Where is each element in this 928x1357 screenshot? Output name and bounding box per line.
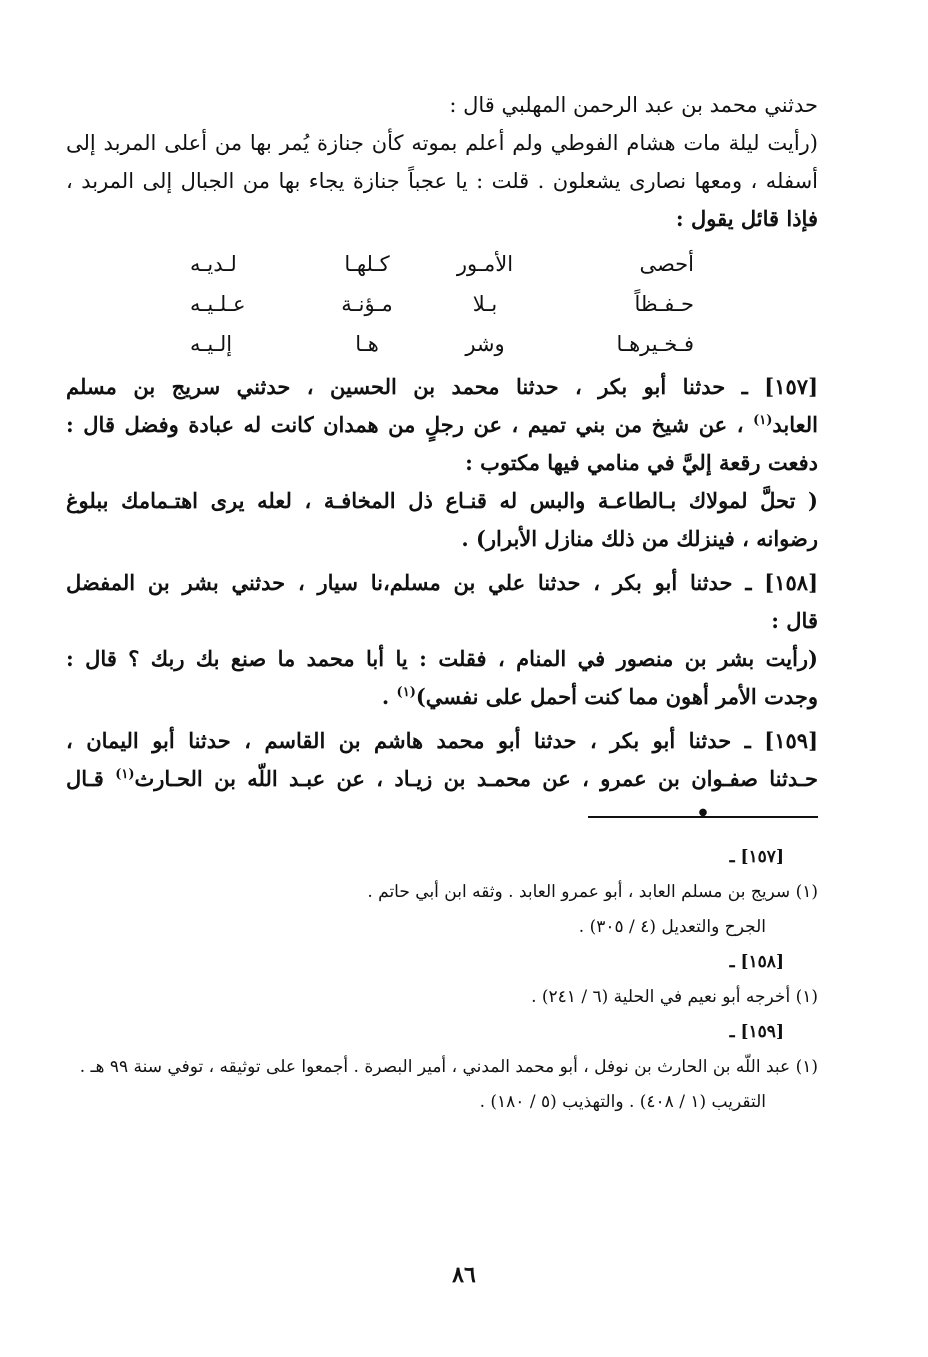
body-line: (رأيت ليلة مات هشام الفوطي ولم أعلم بموته كأن جنازة يُمر بها من أعلى المربد إلى <box>66 131 818 155</box>
footnote-text: (١) سريج بن مسلم العابد ، أبو عمرو العابد . وثقه ابن أبي حاتم . <box>367 882 818 902</box>
hadith-158-text <box>66 678 818 716</box>
page-body <box>66 86 818 1357</box>
poem-word: لـديـه <box>190 252 237 276</box>
poem-word: وشر <box>465 332 505 356</box>
hadith-158-text: قال : <box>771 608 818 633</box>
hadith-157-text: دفعت رقعة إليَّ في منامي فيها مكتوب : <box>465 450 818 475</box>
footnote-text: الجرح والتعديل (٤ / ٣٠٥) . <box>578 917 766 937</box>
hadith-158-heading: [١٥٨] ـ حدثنا أبو بكر ، حدثنا علي بن مسلم،نا سيار ، حدثني بشر بن المفضل <box>66 570 818 595</box>
footnote-ref: [١٥٩] ـ <box>729 1022 784 1042</box>
footnote-ref: [١٥٨] ـ <box>729 952 784 972</box>
poem <box>66 244 818 364</box>
footnote-marker: (١) <box>115 767 135 782</box>
hadith-158-text: (رأيت بشر بن منصور في المنام ، فقلت : يا أبا محمد ما صنع بك ربك ؟ قال : <box>66 646 818 671</box>
chain-end: قـال <box>66 766 116 791</box>
poem-verse <box>66 324 818 364</box>
body-line: حدثني محمد بن عبد الرحمن المهلبي قال : <box>449 93 818 117</box>
quote-end: . <box>381 684 397 709</box>
hadith-157-text: رضوانه ، فينزلك من ذلك منازل الأبرار) . <box>461 526 818 551</box>
poem-word: إلـيـه <box>190 332 233 356</box>
hadith-159-heading: [١٥٩] ـ حدثنا أبو بكر ، حدثنا أبو محمد هاشم بن القاسم ، حدثنا أبو اليمان ، <box>66 728 818 753</box>
hadith-157-text: ( تحلَّ لمولاك بـالطاعـة والبس له قنـاع ذل المخافـة ، لعله يرى اهتـمامك ببلوغ <box>66 488 818 513</box>
footnote-text: (١) أخرجه أبو نعيم في الحلية (٦ / ٢٤١) . <box>531 987 818 1007</box>
footnote-text: التقريب (١ / ٤٠٨) . والتهذيب (٥ / ١٨٠) . <box>479 1092 766 1112</box>
poem-word: كـلهـا <box>344 252 390 276</box>
poem-word: أحصى <box>639 252 694 276</box>
page-number: ٨٦ <box>452 1262 476 1288</box>
poem-word: حـفـظاً <box>634 292 694 316</box>
body-line: فإذا قائل يقول : <box>675 206 818 231</box>
poem-word: مـؤنـة <box>341 292 393 316</box>
footnote-ref: [١٥٧] ـ <box>729 847 784 867</box>
footnote-divider: ● <box>588 816 818 818</box>
chain-text: حـدثنا صفـوان بن عمرو ، عن محمـد بن زيـاد ، عن عبـد اللّه بن الحـارث <box>134 766 818 791</box>
chain-text: ، عن شيخ من بني تميم ، عن رجلٍ من همدان كانت له عبادة وفضل قال : <box>66 412 754 437</box>
footnotes <box>66 840 818 1120</box>
narrator-name: العابد <box>772 412 818 437</box>
footnote-marker: (١) <box>753 413 773 428</box>
poem-word: هـا <box>355 332 379 356</box>
quote-text: وجدت الأمر أهون مما كنت أحمل على نفسي) <box>415 684 818 709</box>
poem-word: بـلا <box>472 292 498 316</box>
body-line: أسفله ، ومعها نصارى يشعلون . قلت : يا عجباً جنازة يجاء بها من الجبال إلى المربد ، <box>66 169 818 193</box>
hadith-159-chain <box>66 760 818 798</box>
poem-word: فـخـيرهـا <box>616 332 694 356</box>
poem-verse <box>66 244 818 284</box>
poem-word: الأمـور <box>456 252 514 276</box>
hadith-157-chain <box>66 406 818 444</box>
poem-verse <box>66 284 818 324</box>
hadith-157-heading: [١٥٧] ـ حدثنا أبو بكر ، حدثنا محمد بن الحسين ، حدثني سريج بن مسلم <box>66 374 818 399</box>
poem-word: عـلـيـه <box>190 292 246 316</box>
footnote-text: (١) عبد اللّه بن الحارث بن نوفل ، أبو محمد المدني ، أمير البصرة . أجمعوا على توثيقه ، توفي سنة ٩٩ هـ . <box>79 1057 818 1077</box>
footnote-marker: (١) <box>396 685 416 700</box>
